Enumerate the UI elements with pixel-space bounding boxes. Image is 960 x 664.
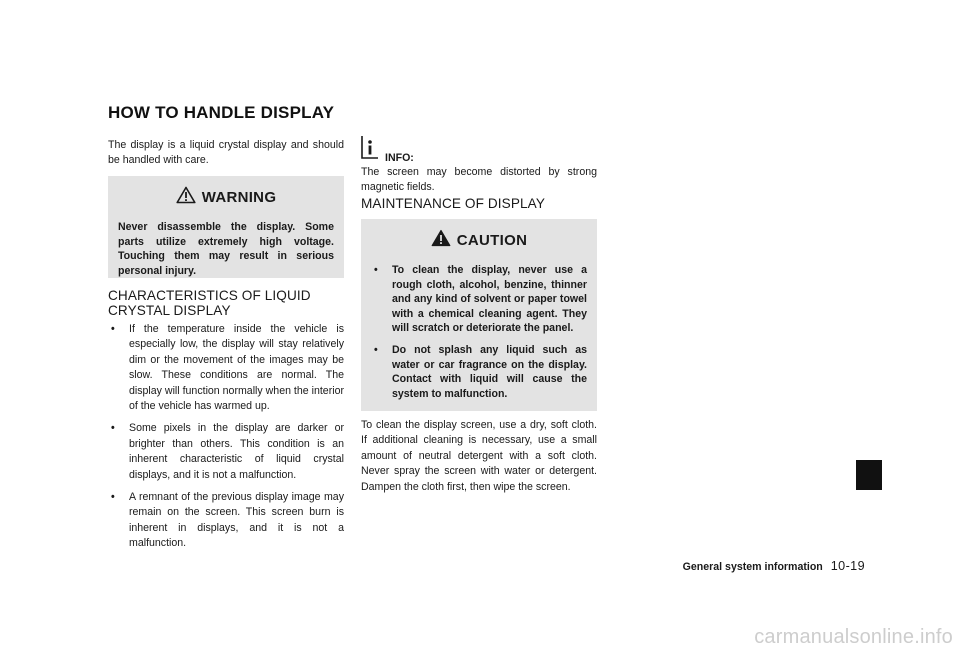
bullet-icon: • bbox=[111, 422, 115, 435]
chapter-tab bbox=[856, 460, 882, 490]
info-header bbox=[361, 135, 597, 164]
info-text: The screen may become distorted by strong magnetic fields. bbox=[361, 166, 597, 194]
warning-text: Never disassemble the display. Some parts utilize extremely high voltage. Touching them may result in serious personal injury. bbox=[118, 221, 334, 277]
list-item-text: If the temperature inside the vehicle is especially low, the display will stay relatively dim or the movement of the images may be slow. These conditions are normal. The display will function normally when the interior of the vehicle has warmed up. bbox=[129, 323, 344, 413]
section-title: HOW TO HANDLE DISPLAY bbox=[108, 103, 335, 122]
watermark: carmanualsonline.info bbox=[754, 626, 953, 648]
characteristics-section bbox=[108, 288, 344, 559]
bullet-icon: • bbox=[111, 491, 115, 504]
intro-paragraph: The display is a liquid crystal display and should be handled with care. bbox=[108, 139, 344, 167]
list-item-text: Some pixels in the display are darker or brighter than others. This condition is an inherent characteristic of liquid crystal displays, and it is not a malfunction. bbox=[129, 422, 344, 481]
footer-section-title: General system information bbox=[682, 561, 823, 573]
list-item-text: To clean the display, never use a rough cloth, alcohol, benzine, thinner and any kind of solvent or paper towel with a chemical cleaning agent. They will scratch or deteriorate the panel. bbox=[392, 264, 587, 335]
warning-box bbox=[108, 176, 344, 278]
list-item bbox=[371, 343, 587, 401]
list-item bbox=[371, 263, 587, 336]
warning-triangle-icon bbox=[176, 186, 196, 209]
caution-heading: CAUTION bbox=[456, 231, 528, 249]
info-section bbox=[361, 135, 597, 196]
list-item bbox=[108, 490, 344, 552]
page-number: 10-19 bbox=[830, 559, 865, 573]
info-icon bbox=[361, 135, 379, 164]
caution-header bbox=[361, 227, 597, 253]
bullet-icon: • bbox=[111, 323, 115, 335]
characteristics-list bbox=[108, 322, 344, 552]
list-item bbox=[108, 421, 344, 483]
caution-triangle-icon bbox=[431, 229, 451, 252]
warning-header bbox=[108, 184, 344, 210]
caution-box bbox=[361, 219, 597, 411]
bullet-icon: • bbox=[374, 343, 378, 356]
caution-list bbox=[371, 263, 587, 401]
list-item bbox=[108, 322, 344, 414]
maintenance-heading: MAINTENANCE OF DISPLAY bbox=[361, 196, 545, 211]
info-label: INFO: bbox=[385, 152, 414, 164]
maintenance-text: To clean the display screen, use a dry, soft cloth. If additional cleaning is necessary, use a small amount of neutral detergent with a soft cloth. Never spray the screen with water or detergent. Dampen the cloth first, then wipe the screen. bbox=[361, 419, 597, 493]
list-item-text: A remnant of the previous display image may remain on the screen. This screen burn is inherent in displays, and it is not a malfunction. bbox=[129, 491, 344, 550]
bullet-icon: • bbox=[374, 264, 378, 276]
warning-heading: WARNING bbox=[201, 188, 277, 206]
characteristics-heading: CHARACTERISTICS OF LIQUID CRYSTAL DISPLAY bbox=[108, 288, 311, 318]
list-item-text: Do not splash any liquid such as water or car fragrance on the display. Contact with liquid will cause the system to malfunction. bbox=[392, 343, 587, 400]
page-footer bbox=[683, 559, 865, 573]
